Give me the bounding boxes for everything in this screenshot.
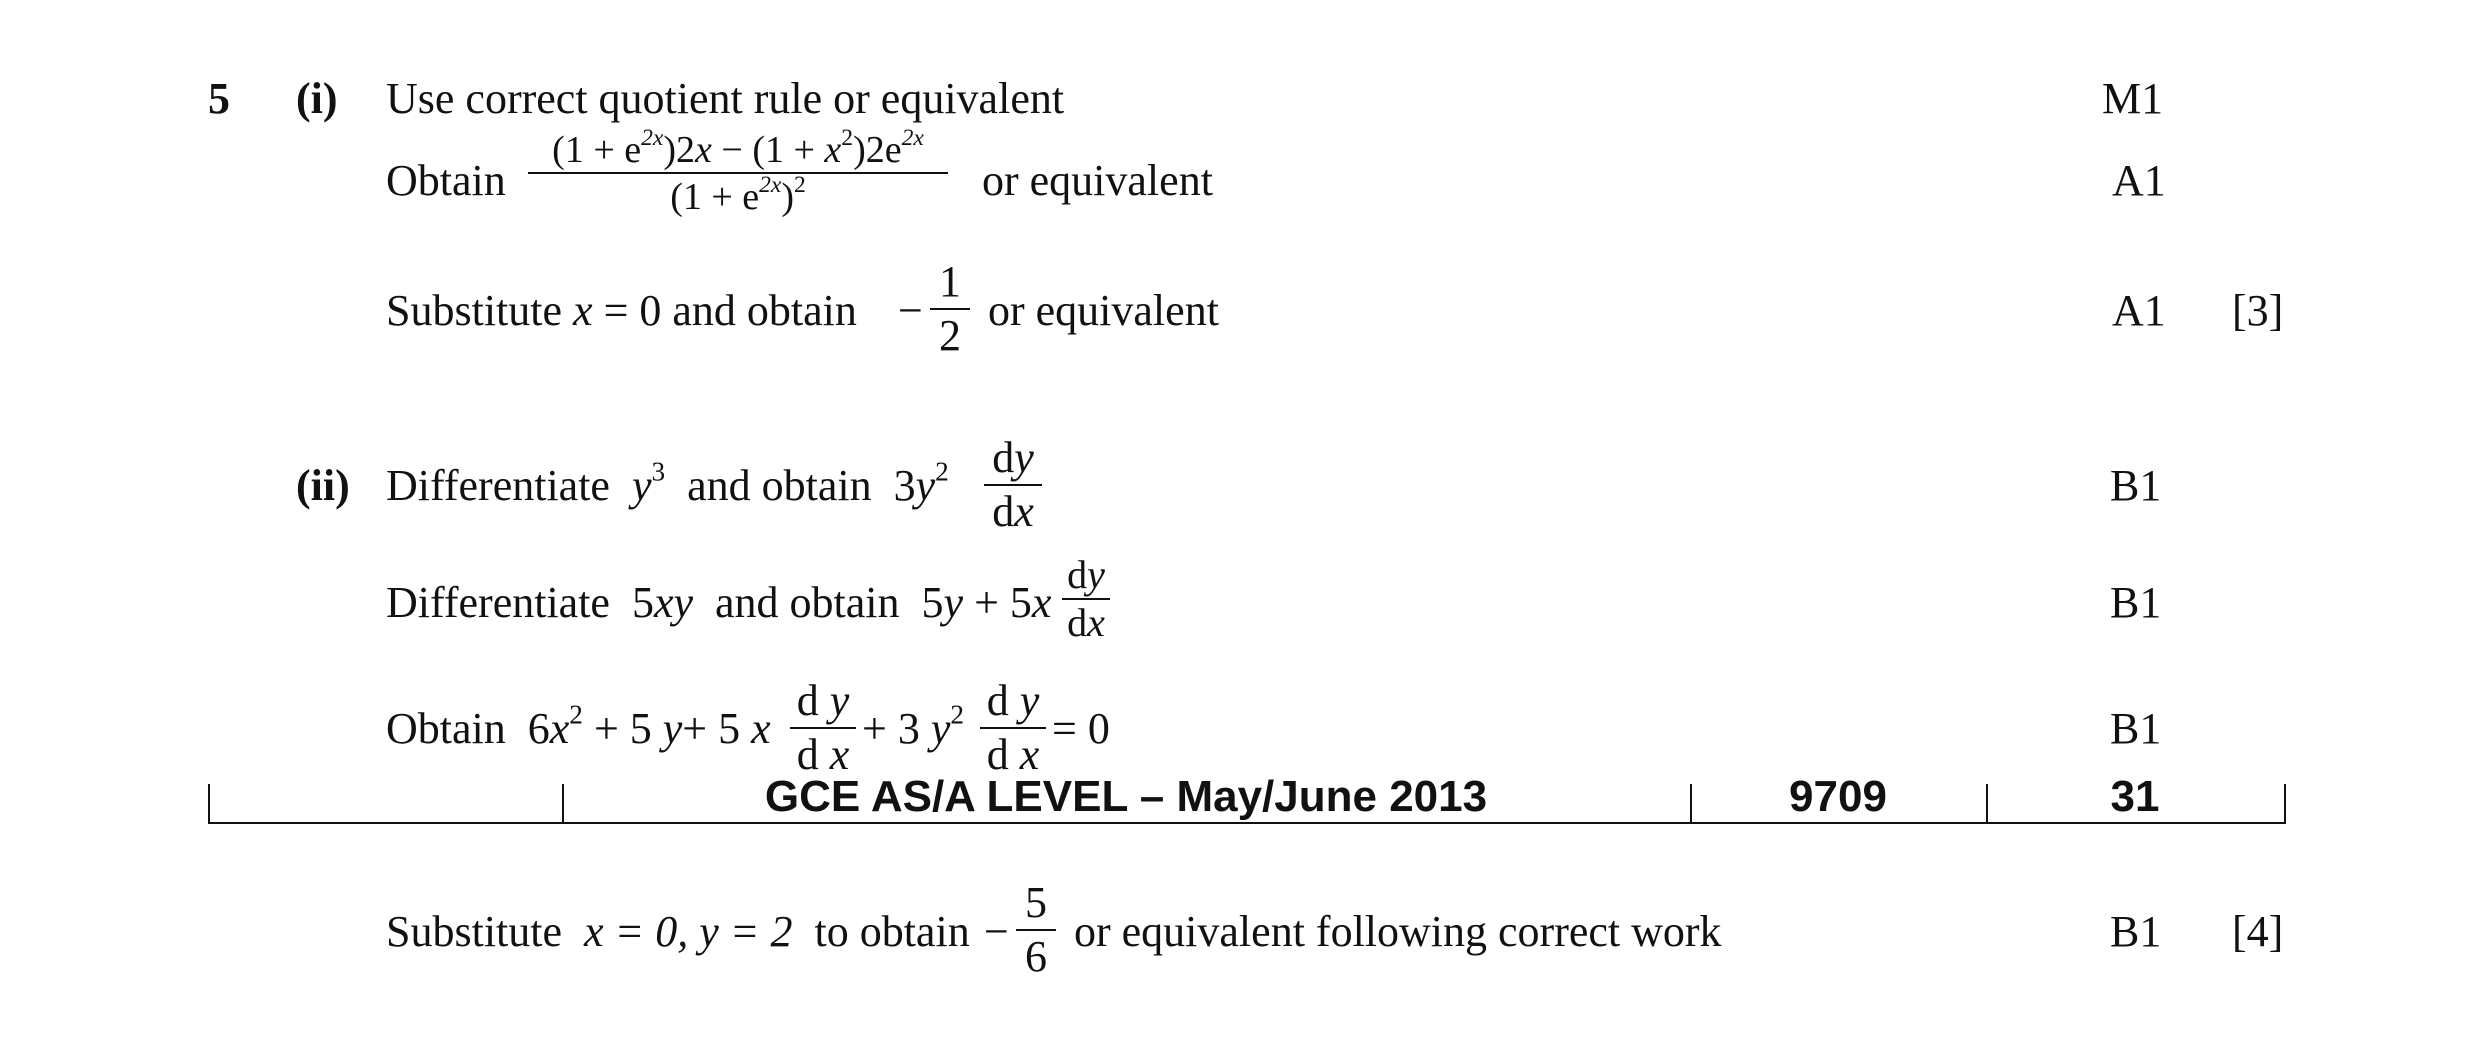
to-obtain: to obtain xyxy=(814,907,970,956)
minus-sign: − xyxy=(984,907,1009,956)
y-cubed: y xyxy=(631,461,652,510)
question-number: 5 xyxy=(208,74,230,123)
substitution-values: x = 0, y = 2 xyxy=(584,907,793,956)
five-sixths-denominator: 6 xyxy=(1025,932,1047,981)
part-ii-total: [4] xyxy=(2232,907,2284,956)
part-ii-line2: Differentiate 5xy and obtain 5y + 5x xyxy=(386,578,1052,627)
half-numerator: 1 xyxy=(939,257,961,306)
quotient-numerator: $(1 + e^{2x})2x - (1 + x^2)2e^{2x}$ xyxy=(552,125,924,171)
mark-ii-4: B1 xyxy=(2110,907,2162,956)
footer-title: GCE AS/A LEVEL – May/June 2013 xyxy=(764,772,1488,821)
part-i-label: (i) xyxy=(296,74,338,123)
five-sixths-numerator: 5 xyxy=(1025,878,1047,927)
dy-dx-fraction: dy dx xyxy=(1062,552,1110,646)
quotient-denominator: $(1 + e^{2x})^2$ xyxy=(670,172,806,218)
substitute-word: Substitute xyxy=(386,286,563,335)
mark-i-1: M1 xyxy=(2102,74,2164,123)
dy-dx-fraction: dy dx xyxy=(984,432,1042,538)
substitute-mid: = 0 and obtain xyxy=(603,286,857,335)
and-obtain: and obtain xyxy=(715,578,900,627)
and-obtain: and obtain xyxy=(687,461,872,510)
mark-ii-3: B1 xyxy=(2110,704,2162,753)
five-sixths-fraction xyxy=(1016,877,1056,983)
part-ii-line3: Obtain $6x^2 + 5$ y+ 5 x xyxy=(386,699,771,753)
mark-ii-1: B1 xyxy=(2110,461,2162,510)
part-ii-line4 xyxy=(386,906,970,958)
mark-ii-2: B1 xyxy=(2110,578,2162,627)
x-variable: x xyxy=(573,286,593,335)
part-i-line2-suffix: or equivalent xyxy=(982,156,1213,205)
footer-divider xyxy=(208,784,210,824)
dy-dx-fraction: d y d x xyxy=(980,675,1046,781)
substitute-word: Substitute xyxy=(386,907,563,956)
mark-i-3: A1 xyxy=(2112,286,2166,335)
half-fraction xyxy=(930,256,970,362)
half-denominator: 2 xyxy=(939,311,961,360)
quotient-rule-fraction xyxy=(528,125,948,220)
footer-syllabus: 9709 xyxy=(1789,772,1887,821)
footer-paper: 31 xyxy=(2110,772,2160,821)
footer-rule xyxy=(208,822,2286,824)
part-i-total: [3] xyxy=(2232,286,2284,335)
differentiate-word: Differentiate xyxy=(386,461,610,510)
dy-dx-fraction: d y d x xyxy=(790,675,856,781)
part-i-line1: Use correct quotient rule or equivalent xyxy=(386,74,1065,123)
part-ii-line4-suffix: or equivalent following correct work xyxy=(1074,907,1722,956)
footer-divider xyxy=(2284,784,2286,824)
part-i-line3-suffix: or equivalent xyxy=(988,286,1219,335)
part-ii-label: (ii) xyxy=(296,461,350,510)
mark-i-2: A1 xyxy=(2112,156,2166,205)
part-i-line2-prefix: Obtain xyxy=(386,156,506,205)
part-i-line3 xyxy=(386,285,857,337)
minus-sign: − xyxy=(898,286,923,335)
part-ii-line1: Differentiate $y^3$ and obtain $3y^2$ xyxy=(386,456,949,510)
differentiate-word: Differentiate xyxy=(386,578,610,627)
obtain-word: Obtain xyxy=(386,704,506,753)
